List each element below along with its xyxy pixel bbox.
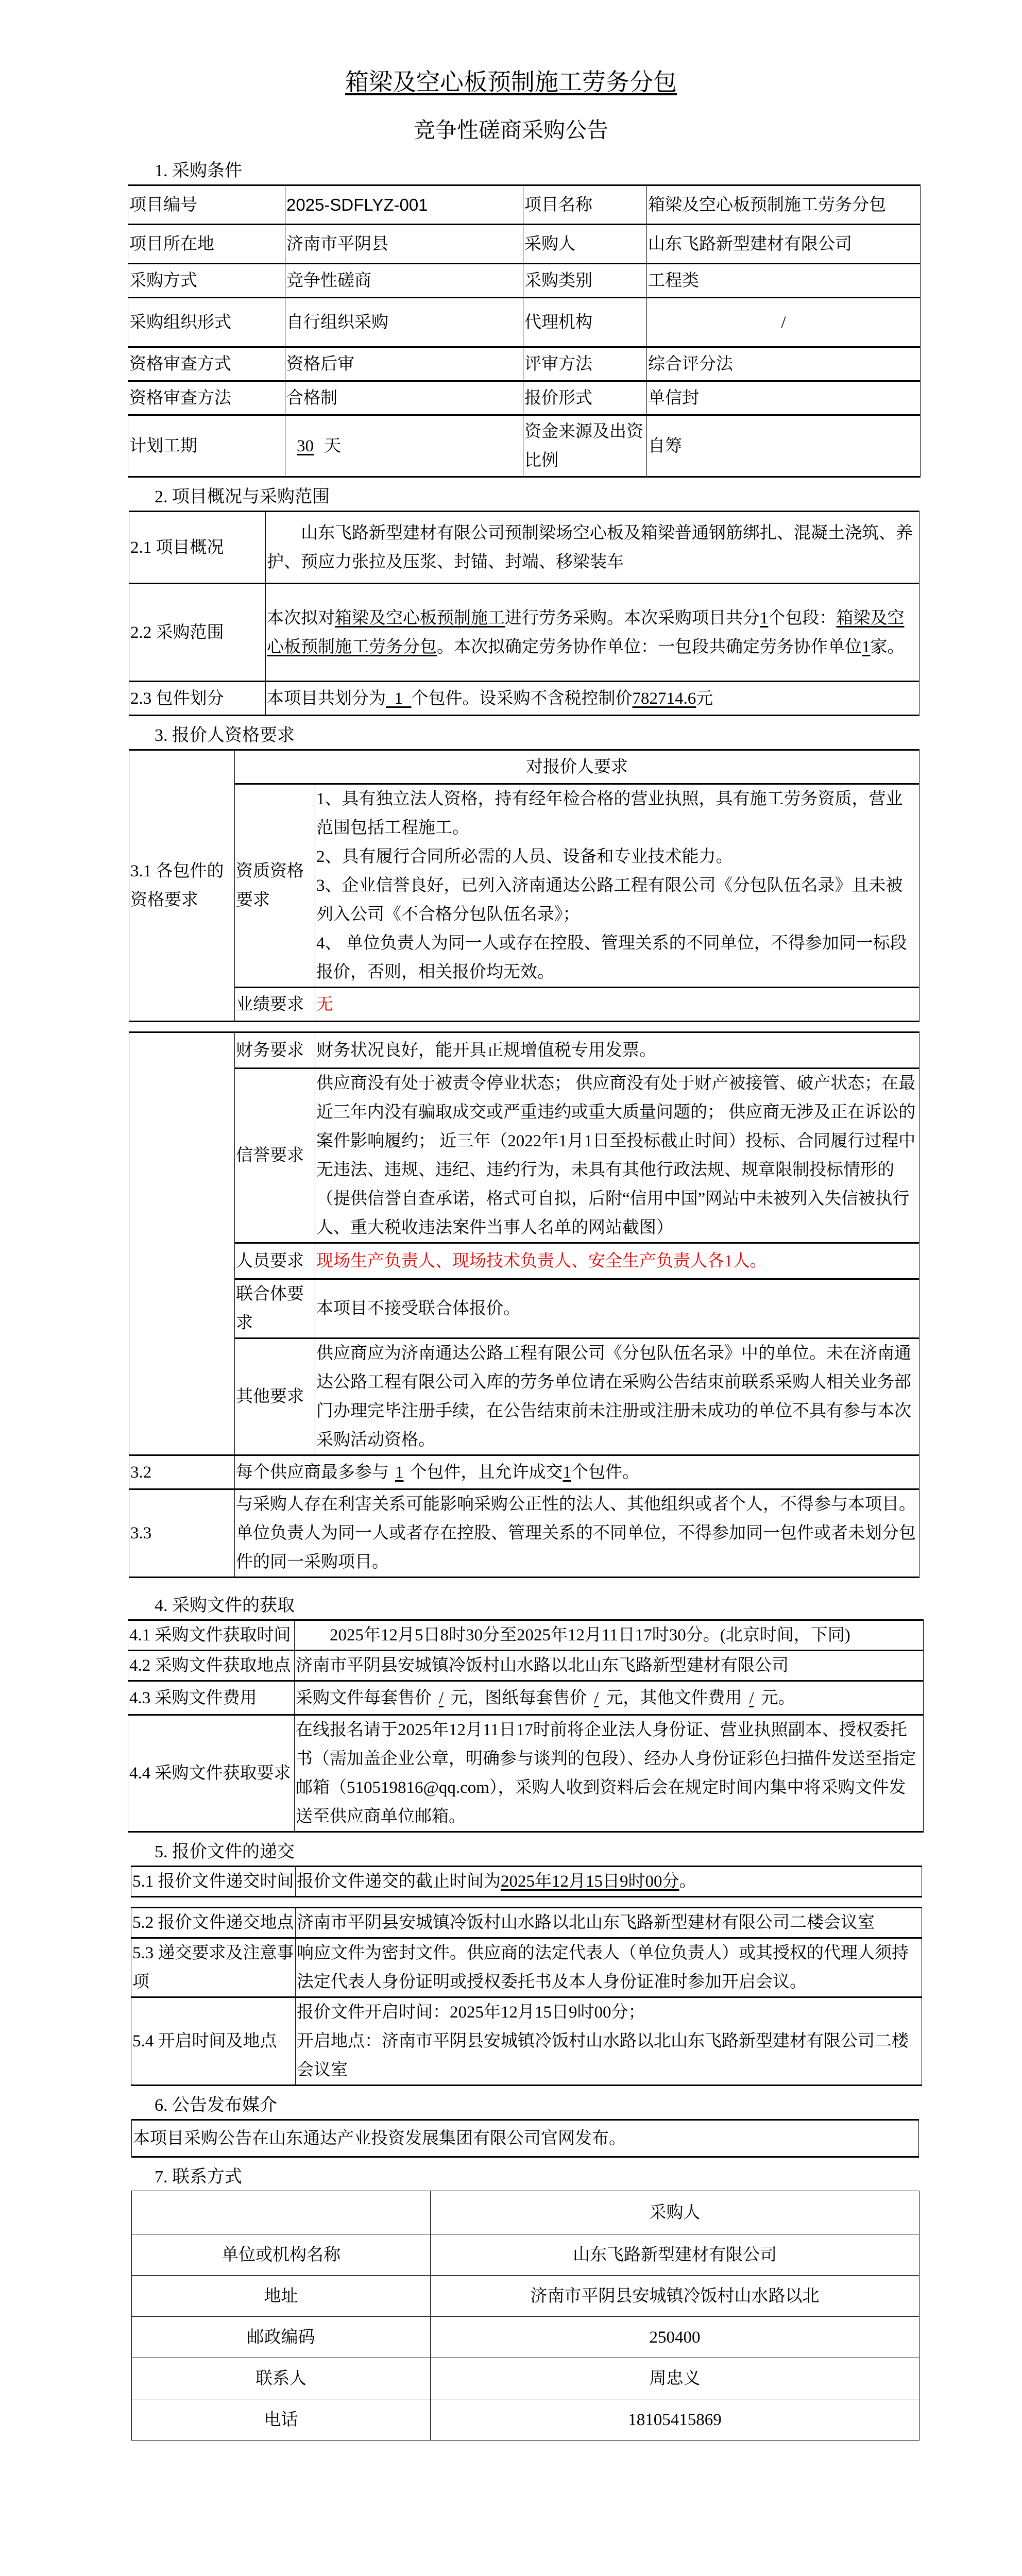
value: 竞争性磋商	[285, 264, 523, 298]
text-segment: 每个供应商最多参与	[236, 1463, 389, 1482]
document-title	[0, 67, 1022, 98]
value: 合格制	[285, 381, 523, 415]
label: 采购人	[523, 225, 647, 264]
value: 工程类	[647, 264, 921, 298]
underlined-segment: 1	[563, 1463, 571, 1482]
text-segment: 个包件，且允许成交	[410, 1463, 563, 1482]
opening-location: 开启地点：济南市平阴县安城镇冷饭村山水路以北山东飞路新型建材有限公司二楼会议室	[297, 2032, 909, 2079]
document-title-text: 箱梁及空心板预制施工劳务分包	[345, 69, 677, 95]
table-row	[128, 264, 921, 298]
value: 济南市平阴县安城镇冷饭村山水路以北	[431, 2276, 919, 2317]
value	[266, 584, 919, 682]
value	[235, 1455, 919, 1489]
label: 3.1 各包件的资格要求	[129, 750, 235, 1022]
underlined-segment: /	[439, 1688, 444, 1707]
value: 无	[315, 988, 919, 1022]
table-row	[128, 347, 921, 381]
label: 邮政编码	[132, 2317, 431, 2358]
value: 响应文件为密封文件。供应商的法定代表人（单位负责人）或其授权的代理人须持法定代表人身份证明或授权委托书及本人身份证准时参加开启会议。	[296, 1938, 922, 1997]
qualification-table	[129, 749, 919, 1022]
label: 2.1 项目概况	[129, 512, 266, 584]
section-1-heading: 1. 采购条件	[155, 161, 242, 180]
table-row	[128, 1651, 924, 1681]
label: 采购组织形式	[128, 298, 285, 347]
table-row	[131, 1908, 922, 1938]
text-segment: 采购文件每套售价	[296, 1688, 432, 1707]
table-row	[128, 225, 921, 264]
label: 项目名称	[523, 185, 647, 225]
table-row	[128, 1681, 924, 1715]
value: 18105415869	[431, 2399, 919, 2441]
table-row	[131, 1997, 922, 2086]
contact-table	[131, 2191, 919, 2441]
spacer	[0, 1897, 1022, 1907]
section-5-heading: 5. 报价文件的递交	[155, 1842, 295, 1861]
label: 5.4 开启时间及地点	[131, 1997, 296, 2086]
underlined-segment: /	[749, 1688, 754, 1707]
label: 3.3	[129, 1489, 235, 1578]
submission-time-table	[131, 1866, 922, 1897]
value: 山东飞路新型建材有限公司	[431, 2234, 919, 2276]
value: 资格后审	[285, 347, 523, 381]
requirement-item: 1、具有独立法人资格，持有经年检合格的营业执照，具有施工劳务资质，营业范围包括工程施工。	[316, 790, 903, 837]
underlined-segment: 1	[760, 608, 769, 628]
label: 采购类别	[523, 264, 647, 298]
qualification-table-continued	[129, 1031, 919, 1578]
value: 济南市平阴县	[285, 225, 523, 264]
text-segment: 。本次拟确定劳务协作单位：一包段共确定劳务协作单位	[437, 637, 862, 656]
table-row	[132, 2276, 919, 2317]
label: 3.2	[129, 1455, 235, 1489]
empty-header	[132, 2191, 431, 2234]
text-segment: 。	[679, 1872, 696, 1891]
submission-details-table	[131, 1907, 922, 2086]
underlined-segment: 箱梁及空心板预制施工劳务分包	[267, 608, 905, 656]
table-row	[129, 1489, 919, 1578]
label: 资金来源及出资比例	[523, 415, 647, 477]
value	[296, 1867, 922, 1897]
text-segment: 报价文件递交的截止时间为	[297, 1872, 501, 1891]
label: 4.2 采购文件获取地点	[128, 1651, 295, 1681]
underlined-segment: 1	[386, 689, 412, 708]
label: 联合体要求	[235, 1279, 315, 1338]
duration-unit: 天	[324, 436, 341, 455]
underlined-segment: 782714.6	[632, 689, 696, 708]
text-segment: 元，图纸每套售价	[451, 1688, 587, 1707]
label: 资格审查方式	[128, 347, 285, 381]
value: 济南市平阴县安城镇冷饭村山水路以北山东飞路新型建材有限公司二楼会议室	[296, 1908, 922, 1938]
label: 人员要求	[235, 1243, 315, 1279]
text-segment: 本次拟对	[267, 608, 335, 628]
value: 供应商没有处于被责令停业状态； 供应商没有处于财产被接管、破产状态；在最近三年内没有骗取成交或严重违约或重大质量问题的； 供应商无涉及正在诉讼的案件影响履约； 近三年（2022年1月1日至投标截止时间）投标、合同履行过程中无违法、违规、违纪、违约行为，未具有其他行政法规、规章限制投标情形的（提供信誉自查承诺，格式可自拟，后附“信用中国”网站中未被列入失信被执行人、重大税收违法案件当事人名单的网站截图）	[315, 1069, 919, 1243]
value: 2025年12月5日8时30分至2025年12月11日17时30分。(北京时间，下同)	[295, 1620, 924, 1651]
value: 济南市平阴县安城镇冷饭村山水路以北山东飞路新型建材有限公司	[295, 1651, 924, 1681]
table-row	[128, 381, 921, 415]
label: 采购方式	[128, 264, 285, 298]
requirement-item: 4、 单位负责人为同一人或存在控股、管理关系的不同单位，不得参加同一标段报价，否则，相关报价均无效。	[316, 934, 907, 981]
label: 5.3 递交要求及注意事项	[131, 1938, 296, 1997]
label: 2.2 采购范围	[129, 584, 266, 682]
label	[129, 1032, 235, 1455]
procurement-conditions-table	[128, 184, 921, 478]
underlined-segment: 1	[395, 1463, 404, 1482]
label: 5.2 报价文件递交地点	[131, 1908, 296, 1938]
value: 山东飞路新型建材有限公司	[647, 225, 921, 264]
value: 现场生产负责人、现场技术负责人、安全生产负责人各1人。	[315, 1243, 919, 1279]
value: 2025-SDFLYZ-001	[285, 185, 523, 225]
label: 联系人	[132, 2358, 431, 2399]
value	[315, 784, 919, 988]
label: 4.4 采购文件获取要求	[128, 1715, 295, 1832]
value: 综合评分法	[647, 347, 921, 381]
table-row	[131, 1938, 922, 1997]
section-7-heading: 7. 联系方式	[155, 2167, 242, 2187]
opening-time: 报价文件开启时间：2025年12月15日9时00分；	[297, 2003, 645, 2022]
label: 项目编号	[128, 185, 285, 225]
table-row	[129, 1338, 919, 1455]
table-row	[132, 2399, 919, 2441]
label: 其他要求	[235, 1338, 315, 1455]
table-row	[128, 298, 921, 347]
table-row	[128, 185, 921, 225]
text-segment: 元，其他文件费用	[606, 1688, 742, 1707]
value: 250400	[431, 2317, 919, 2358]
project-overview-table	[129, 511, 919, 716]
value: 供应商应为济南通达公路工程有限公司《分包队伍名录》中的单位。未在济南通达公路工程有限公司入库的劳务单位请在采购公告结束前联系采购人相关业务部门办理完毕注册手续，在公告结束前未注册或注册未成功的单位不具有参与本次采购活动资格。	[315, 1338, 919, 1455]
section-2-heading: 2. 项目概况与采购范围	[155, 487, 330, 506]
table-row	[132, 2317, 919, 2358]
table-row	[129, 988, 919, 1022]
text-segment: 个包段：	[768, 608, 837, 628]
table-row	[128, 415, 921, 477]
value: 本项目不接受联合体报价。	[315, 1279, 919, 1338]
section-4-heading: 4. 采购文件的获取	[155, 1596, 295, 1615]
value	[295, 1681, 924, 1715]
column-header: 采购人	[431, 2191, 919, 2234]
value: 自行组织采购	[285, 298, 523, 347]
value	[266, 682, 919, 716]
section-6-heading: 6. 公告发布媒介	[155, 2096, 277, 2115]
text-segment: 个包件。	[571, 1463, 639, 1482]
label: 5.1 报价文件递交时间	[131, 1867, 296, 1897]
table-row	[129, 750, 919, 784]
text-segment: 元。	[761, 1688, 795, 1707]
table-row	[132, 2191, 919, 2234]
underlined-segment: /	[594, 1688, 599, 1707]
table-row	[129, 682, 919, 716]
value: 在线报名请于2025年12月11日17时前将企业法人身份证、营业执照副本、授权委托书（需加盖企业公章，明确参与谈判的包段）、经办人身份证彩色扫描件发送至指定邮箱（510519816@qq.com），采购人收到资料后会在规定时间内集中将采购文件发送至供应商单位邮箱。	[295, 1715, 924, 1832]
label: 单位或机构名称	[132, 2234, 431, 2276]
label: 代理机构	[523, 298, 647, 347]
spacer	[0, 1022, 1022, 1031]
table-row	[131, 1867, 922, 1897]
value: 单信封	[647, 381, 921, 415]
value: 周忠义	[431, 2358, 919, 2399]
value: 箱梁及空心板预制施工劳务分包	[647, 185, 921, 225]
value	[296, 1997, 922, 2086]
label: 报价形式	[523, 381, 647, 415]
underlined-segment: 箱梁及空心板预制施工	[335, 608, 505, 628]
value: 自筹	[647, 415, 921, 477]
label: 地址	[132, 2276, 431, 2317]
label: 评审方法	[523, 347, 647, 381]
table-row	[129, 584, 919, 682]
table-row	[129, 1032, 919, 1069]
value: 与采购人存在利害关系可能影响采购公正性的法人、其他组织或者个人，不得参与本项目。单位负责人为同一人或者存在控股、管理关系的不同单位，不得参加同一包件或者未划分包件的同一采购项目。	[235, 1489, 919, 1578]
label: 电话	[132, 2399, 431, 2441]
label: 项目所在地	[128, 225, 285, 264]
text-segment: 家。	[870, 637, 905, 656]
label: 业绩要求	[235, 988, 315, 1022]
table-row	[132, 2120, 919, 2157]
value: /	[647, 298, 921, 347]
label: 2.3 包件划分	[129, 682, 266, 716]
value	[285, 415, 523, 477]
table-row	[128, 1715, 924, 1832]
duration-value: 30	[297, 436, 314, 455]
table-row	[129, 1455, 919, 1489]
table-row	[129, 1243, 919, 1279]
value: 财务状况良好，能开具正规增值税专用发票。	[315, 1032, 919, 1069]
table-row	[128, 1620, 924, 1651]
document-acquisition-table	[128, 1619, 924, 1833]
text-segment: 进行劳务采购。本次采购项目共分	[505, 608, 760, 628]
document-subtitle: 竞争性磋商采购公告	[413, 119, 608, 143]
table-row	[132, 2234, 919, 2276]
label: 计划工期	[128, 415, 285, 477]
table-row	[129, 784, 919, 988]
text-segment: 本项目共划分为	[267, 689, 386, 708]
text-segment: 个包件。设采购不含税控制价	[411, 689, 633, 708]
label: 4.3 采购文件费用	[128, 1681, 295, 1715]
section-3-heading: 3. 报价人资格要求	[155, 726, 295, 745]
table-row	[132, 2358, 919, 2399]
label: 财务要求	[235, 1032, 315, 1069]
value: 山东飞路新型建材有限公司预制梁场空心板及箱梁普通钢筋绑扎、混凝土浇筑、养护、预应力张拉及压浆、封锚、封端、移梁装车	[266, 512, 919, 584]
table-row	[129, 512, 919, 584]
text-segment: 元	[696, 689, 713, 708]
publication-media-box	[131, 2119, 919, 2158]
value: 本项目采购公告在山东通达产业投资发展集团有限公司官网发布。	[132, 2120, 919, 2157]
requirement-item: 3、企业信誉良好，已列入济南通达公路工程有限公司《分包队伍名录》且未被列入公司《不合格分包队伍名录》；	[316, 876, 903, 924]
table-row	[129, 1279, 919, 1338]
table-row	[129, 1069, 919, 1243]
requirement-item: 2、具有履行合同所必需的人员、设备和专业技术能力。	[316, 848, 733, 866]
label: 资质资格要求	[235, 784, 315, 988]
label: 4.1 采购文件获取时间	[128, 1620, 295, 1651]
column-header: 对报价人要求	[235, 750, 919, 784]
deadline-underlined: 2025年12月15日9时00分	[501, 1872, 679, 1891]
label: 资格审查方法	[128, 381, 285, 415]
underlined-segment: 1	[862, 637, 871, 656]
label: 信誉要求	[235, 1069, 315, 1243]
